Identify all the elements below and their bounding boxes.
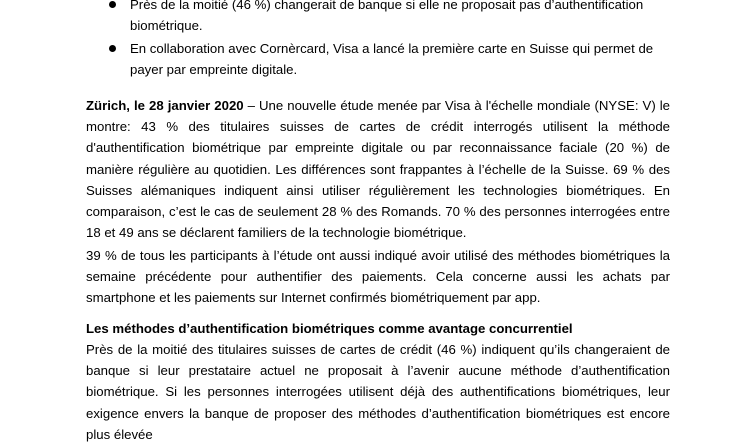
list-item	[105, 0, 665, 36]
bullet-icon	[109, 45, 116, 52]
study-paragraph: 39 % de tous les participants à l’étude ont aussi indiqué avoir utilisé des méthodes biométriques la semaine précédente pour authentifier des paiements. Cela concerne aussi les achats par smartphone et les paiements sur Internet confirmés biométriquement par app.	[86, 248, 670, 306]
bullet-text: En collaboration avec Cornèrcard, Visa a lancé la première carte en Suisse qui permet de payer par empreinte digitale.	[130, 41, 654, 77]
bullet-text: Près de la moitié (46 %) changerait de banque si elle ne proposait pas d’authentification biométrique.	[130, 0, 644, 33]
competitive-advantage-paragraph: Près de la moitié des titulaires suisses de cartes de crédit (46 %) indiquent qu’ils changeraient de banque si leur prestataire actuel ne proposait à l’avenir aucune méthode d’authentification biométrique. Si les personnes interrogées utilisent déjà des authentifications biométriques, leur exigence envers la banque de proposer des méthodes d’authentification biométriques est encore plus élevée	[86, 342, 670, 442]
key-points-list	[105, 0, 665, 82]
intro-paragraph	[86, 95, 670, 243]
dateline: Zürich, le 28 janvier 2020	[86, 98, 244, 113]
list-item	[105, 38, 665, 80]
bullet-icon	[109, 1, 116, 8]
section-heading: Les méthodes d’authentification biométriques comme avantage concurrentiel	[86, 321, 573, 336]
intro-text: – Une nouvelle étude menée par Visa à l'échelle mondiale (NYSE: V) le montre: 43 % des titulaires suisses de cartes de crédit interrogés utilisent la méthode d'authentification biométrique par empreinte digitale ou par reconnaissance faciale (20 %) de manière régulière au quotidien. Les différences sont frappantes à l’échelle de la Suisse. 69 % des Suisses alémaniques indiquent ainsi utiliser régulièrement les technologies biométriques. En comparaison, c’est le cas de seulement 28 % des Romands. 70 % des personnes interrogées entre 18 et 49 ans se déclarent familiers de la technologie biométrique.	[86, 98, 671, 241]
